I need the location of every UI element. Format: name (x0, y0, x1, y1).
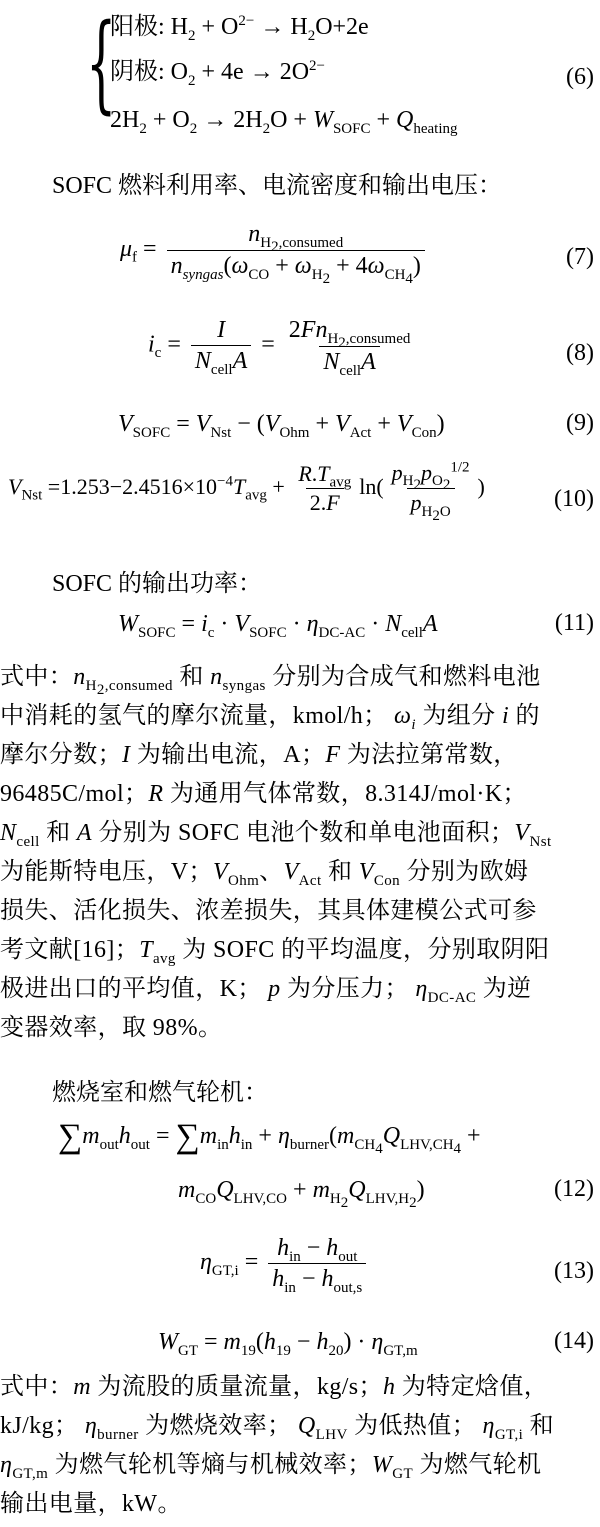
eq11-number: (11) (554, 610, 594, 636)
eq10: $V_{Nst} =1.253-2.4516\times 10^{-4}T_{avg}$ + $\frac{R.T_{avg}}{2.F}$ ln( $\frac{p_{H_2}p_{O_2}^{1/2}}{p_{H_2O}}$ ) (8, 459, 485, 524)
left-brace: { (86, 1, 117, 124)
eq13: $\eta_{GT,i}$ = $\frac{h_{in} - h_{out}}{h_{in} - h_{out,s}}$ (200, 1236, 370, 1291)
eq14-number: (14) (554, 1328, 594, 1354)
eq14: $W_{GT} = m_{19}(h_{19} - h_{20}) \cdot \eta_{GT,m}$ (158, 1329, 418, 1359)
eq8-number: (8) (566, 340, 594, 366)
eq11: $W_{SOFC} = i_c \cdot V_{SOFC} \cdot \eta_{DC-AC} \cdot N_{cell}A$ (118, 611, 438, 641)
intro-sofc-output: SOFC 的输出功率： (52, 571, 263, 597)
eq8: $i_c$ = $\frac{I}{N_{cell}A}$ = $\frac{2Fn_{H_2,consumed}}{N_{cell}A}$ (148, 317, 411, 379)
eq9: $V_{SOFC} = V_{Nst} - (V_{Ohm} + V_{Act} + V_{Con})$ (118, 411, 445, 441)
eq7: $\mu_f$ = $\frac{n_{H_2,consumed}}{n_{syngas}(\omega_{CO} + \omega_{H_2} + 4\omega_{CH_4})}$ (120, 222, 429, 279)
eq7-number: (7) (566, 244, 594, 270)
eq6-number: (6) (566, 64, 594, 90)
eq12-line1: $\sum m_{out}h_{out} = \sum m_{in}h_{in} + \eta_{burner}(m_{CH_4}Q_{LHV,CH_4}$ + (58, 1118, 481, 1157)
intro-combustor-turbine: 燃烧室和燃气轮机： (52, 1080, 268, 1106)
intro-sofc-utilization: SOFC 燃料利用率、电流密度和输出电压： (52, 173, 503, 199)
definition-paragraph-1: 式中：$n_{H_2,consumed}$ 和 $n_{syngas}$ 分别为合成气和燃料电池 中消耗的氢气的摩尔流量，kmol/h； $\omega_i$ 为组分 i 的 摩尔分数；I 为输出电流，A；F 为法拉第常数， 96485C/mol；R 为通用气体常数，8.314J/mol·K； $N_{cell}$ 和 A 分别为 SOFC 电池个数和单电池面积；$V_{Nst}$ 为能斯特电压，V；$V_{Ohm}$、$V_{Act}$ 和 $V_{Con}$ 分别为欧姆 损失、活化损失、浓差损失，其具体建模公式可参 考文献[16]；$T_{avg}$ 为 SOFC 的平均温度，分别取阴阳 极进出口的平均值，K； p 为分压力； $\eta_{DC-AC}$ 为逆 变器效率，取 98%。 (0, 664, 552, 1041)
eq10-number: (10) (554, 486, 594, 512)
eq6-line1: 阳极: $H_2 + O^{2-} \to H_2O+2e$ (110, 13, 369, 44)
definition-paragraph-2: 式中：m 为流股的质量流量，kg/s；h 为特定焓值， kJ/kg； $\eta_{burner}$ 为燃烧效率； $Q_{LHV}$ 为低热值； $\eta_{GT,i}$ 和 $\eta_{GT,m}$ 为燃气轮机等熵与机械效率；$W_{GT}$ 为燃气轮机 输出电量，kW。 (0, 1374, 555, 1517)
eq12-line2: $m_{CO}Q_{LHV,CO} + m_{H_2}Q_{LHV,H_2}$) (178, 1177, 425, 1211)
eq9-number: (9) (566, 410, 594, 436)
eq13-number: (13) (554, 1258, 594, 1284)
eq12-number: (12) (554, 1176, 594, 1202)
eq6-line2: 阴极: $O_2 + 4e \to 2O^{2-}$ (110, 58, 325, 89)
eq6-line3: $2H_2 + O_2 \to 2H_2O + W_{SOFC} + Q_{heating}$ (110, 107, 458, 137)
